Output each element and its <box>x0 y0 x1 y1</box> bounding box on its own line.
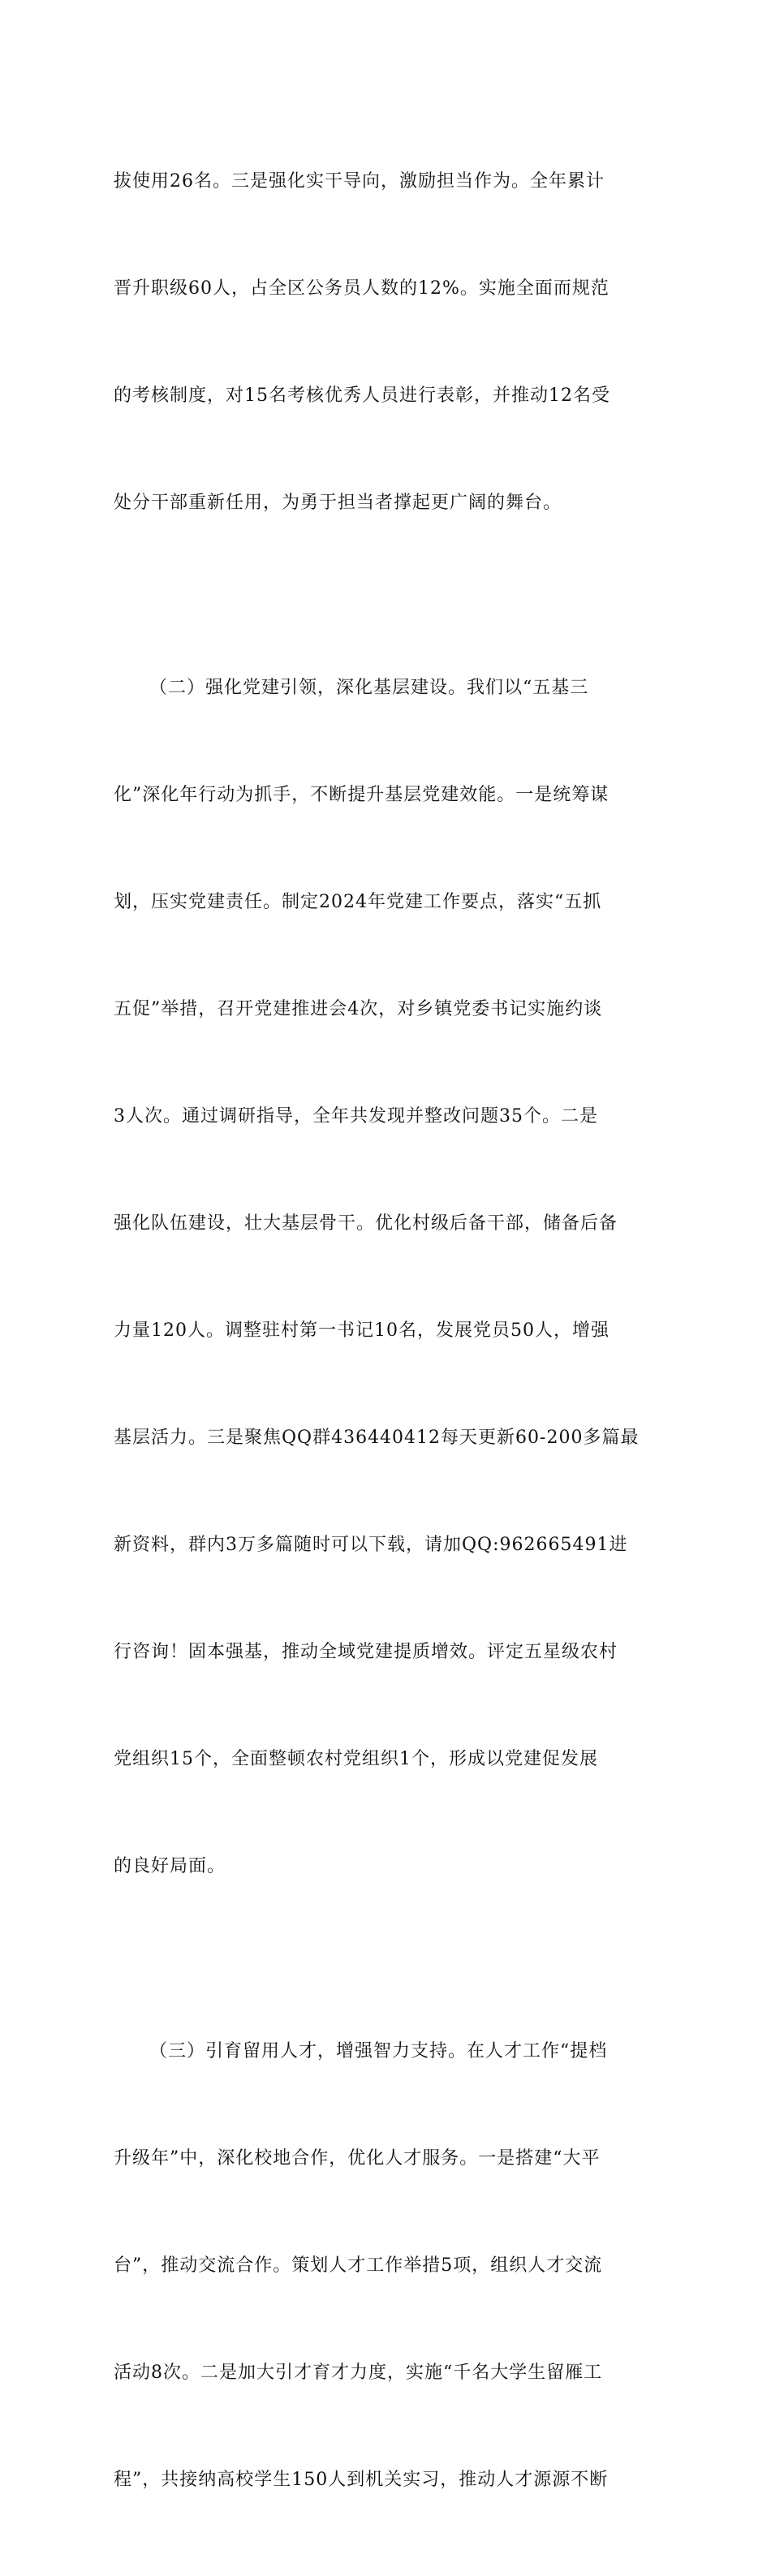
paragraph-talent <box>114 1962 657 2570</box>
text-line: 的良好局面。 <box>114 1856 226 1876</box>
text-line: 力量120人。调整驻村第一书记10名，发展党员50人，增强 <box>114 1320 609 1341</box>
text-line: 处分干部重新任用，为勇于担当者撑起更广阔的舞台。 <box>114 493 562 513</box>
text-line: 3人次。通过调研指导，全年共发现并整改问题35个。二是 <box>114 1106 598 1126</box>
text-line: 化”深化年行动为抓手，不断提升基层党建效能。一是统筹谋 <box>114 785 609 805</box>
text-line: 升级年”中，深化校地合作，优化人才服务。一是搭建“大平 <box>114 2148 601 2169</box>
text-line: 拔使用26名。三是强化实干导向，激励担当作为。全年累计 <box>114 171 605 192</box>
text-line: 划，压实党建责任。制定2024年党建工作要点，落实“五抓 <box>114 892 602 912</box>
text-line: 五促”举措，召开党建推进会4次，对乡镇党委书记实施约谈 <box>114 999 603 1019</box>
paragraph-continuation <box>114 93 657 592</box>
text-line: 台”，推动交流合作。策划人才工作举措5项，组织人才交流 <box>114 2255 603 2276</box>
text-line: （二）强化党建引领，深化基层建设。我们以“五基三 <box>149 678 589 698</box>
text-line: 晋升职级60人，占全区公务员人数的12%。实施全面而规范 <box>114 278 609 299</box>
document-body <box>114 93 657 2576</box>
text-line: 基层活力。三是聚焦QQ群436440412每天更新60-200多篇最 <box>114 1428 640 1448</box>
text-line: （三）引育留用人才，增强智力支持。在人才工作“提档 <box>149 2041 608 2061</box>
text-line: 党组织15个，全面整顿农村党组织1个，形成以党建促发展 <box>114 1749 598 1769</box>
text-line: 新资料，群内3万多篇随时可以下载，请加QQ:962665491进 <box>114 1535 628 1555</box>
text-line: 活动8次。二是加大引才育才力度，实施“千名大学生留雁工 <box>114 2363 603 2383</box>
text-line: 行咨询！固本强基，推动全域党建提质增效。评定五星级农村 <box>114 1642 618 1662</box>
text-line: 程”，共接纳高校学生150人到机关实习，推动人才源源不断 <box>114 2470 609 2490</box>
paragraph-party-building <box>114 599 657 1956</box>
text-line: 强化队伍建设，壮大基层骨干。优化村级后备干部，储备后备 <box>114 1213 618 1234</box>
text-line: 的考核制度，对15名考核优秀人员进行表彰，并推动12名受 <box>114 386 610 406</box>
